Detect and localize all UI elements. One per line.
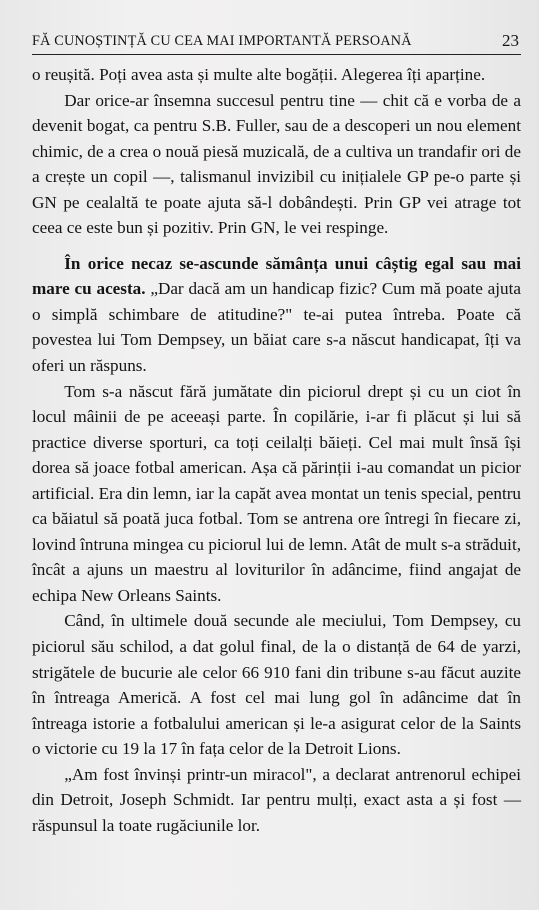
paragraph-3-bold-lead: În orice necaz se-ascunde sămânța unui câștig egal sau mai mare cu acesta. bbox=[32, 253, 521, 299]
paragraph-5: Când, în ultimele două secunde ale meciului, Tom Dempsey, cu piciorul său schilod, a dat golul final, de la o distanță de 64 de yarzi, strigătele de bucurie ale celor 66 910 fani din tribune s-au făcut auzite în întreaga Americă. A fost cel mai lung gol în adâncime dat în întreaga istorie a fotbalului american și le-a asigurat celor de la Saints o victorie cu 19 la 17 în fața celor de la Detroit Lions. bbox=[32, 611, 521, 759]
page-number: 23 bbox=[502, 31, 519, 50]
paragraph-3 bbox=[32, 251, 521, 379]
page-header bbox=[32, 26, 521, 55]
paragraph-6: „Am fost învinși printr-un miracol", a declarat antrenorul echipei din Detroit, Joseph Schmidt. Iar pentru mulți, exact asta a și fost — răspunsul la toate rugăciunile lor. bbox=[32, 764, 521, 835]
running-title: FĂ CUNOȘTINȚĂ CU CEA MAI IMPORTANTĂ PERSOANĂ bbox=[32, 33, 412, 49]
paragraph-4: Tom s-a născut fără jumătate din piciorul drept și cu un ciot în locul mâinii de pe aceeași parte. În copilărie, i-ar fi plăcut și lui să practice diverse sporturi, ca toți ceilalți băieți. Cel mai mult însă își dorea să joace fotbal american. Așa că părinții i-au comandat un picior artificial. Era din lemn, iar la capăt avea montat un tenis special, pentru ca băiatul să poată juca fotbal. Tom se antrena ore întregi în fiecare zi, lovind întruna mingea cu piciorul lui de lemn. Atât de mult s-a străduit, încât a ajuns un maestru al loviturilor în adâncime, fiind angajat de echipa New Orleans Saints. bbox=[32, 381, 521, 605]
paragraph-2: Dar orice-ar însemna succesul pentru tine — chit că e vorba de a devenit bogat, ca pentru S.B. Fuller, sau de a descoperi un nou element chimic, de a crea o nouă piesă muzicală, de a cultiva un trandafir ori de a crește un copil —, talismanul invizibil cu inițialele GP pe-o parte și GN pe cealaltă te poate ajuta să-l dobândești. Prin GP vei atrage tot ceea ce este bun și pozitiv. Prin GN, le vei respinge. bbox=[32, 90, 521, 238]
paragraph-1: o reușită. Poți avea asta și multe alte bogății. Alegerea îți aparține. bbox=[32, 65, 486, 84]
page-body bbox=[32, 62, 521, 838]
paragraph-3-text: „Dar dacă am un handicap fizic? Cum mă poate ajuta o simplă schimbare de atitudine?" te-ai putea întreba. Poate că povestea lui Tom Dempsey, un băiat care s-a născut handicapat, îți va oferi un răspuns. bbox=[32, 279, 521, 376]
